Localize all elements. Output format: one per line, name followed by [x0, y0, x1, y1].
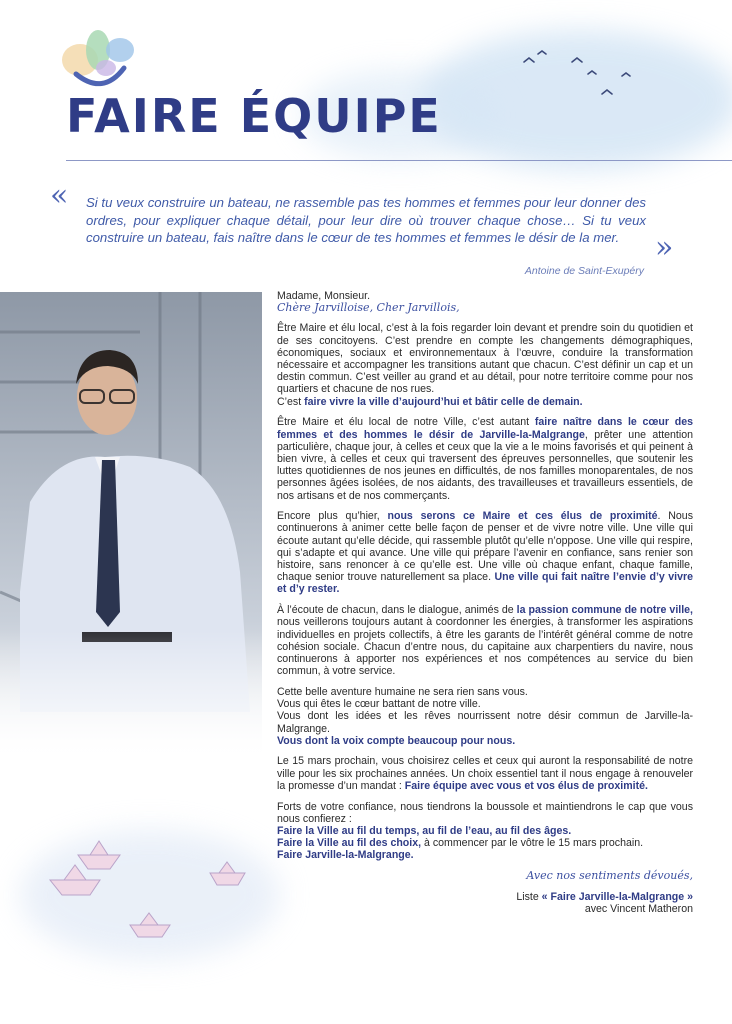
signature-candidate: avec Vincent Matheron — [584, 902, 693, 915]
paragraph-text: Être Maire et élu local de notre Ville, c’est autant — [277, 416, 535, 429]
letter-paragraph — [277, 755, 693, 792]
quote-close-mark: » — [655, 230, 674, 265]
highlight-text: Une ville qui fait naître l’envie d’y vivre et d’y rester. — [277, 571, 693, 596]
paragraph-text: Forts de votre confiance, nous tiendrons la boussole et maintiendrons le cap que vous nous confierez : — [277, 800, 693, 825]
paragraph-text: Encore plus qu’hier, — [277, 510, 388, 523]
letter-paragraph — [277, 510, 693, 595]
quote-text: Si tu veux construire un bateau, ne rassemble pas tes hommes et femmes pour leur donner des ordres, pour expliquer chaque détail, pour leur dire où trouver chaque chose… Si tu veux construire un bateau, fais naître dans le cœur de tes hommes et femmes le désir de la mer. — [86, 195, 646, 245]
highlight-text: Faire équipe avec vous et vos élus de proximité. — [404, 779, 648, 792]
paragraph-text: nous veillerons toujours autant à coordonner les énergies, à transformer les aspirations individuelles en projets collectifs, à être les garants de l’intérêt général comme de notre cohésion sociale. Chacun d’entre nous, du capitaine aux charpentiers du navire, nous continuerons à apporter nos expériences et nos compétences au service du bien commun, à votre service. — [277, 616, 693, 678]
signature-list-name: « Faire Jarville-la-Malgrange » — [541, 890, 693, 903]
salutation: Madame, Monsieur. — [277, 290, 371, 302]
letter-paragraph — [277, 322, 693, 395]
highlight-text: la passion commune de notre ville, — [516, 604, 693, 617]
highlight-text: Faire la Ville au fil des choix, — [277, 837, 422, 850]
page-title: FAIRE ÉQUIPE — [66, 89, 442, 143]
quote-author: Antoine de Saint-Exupéry — [524, 265, 644, 277]
letter-paragraph — [277, 604, 693, 677]
candidate-portrait — [0, 292, 262, 762]
paragraph-line: Vous qui êtes le cœur battant de notre ville. — [277, 698, 481, 711]
paragraph-text: C’est — [277, 395, 305, 408]
paragraph-line: Vous dont les idées et les rêves nourrissent notre désir commun de Jarville-la-Malgrange. — [277, 710, 693, 735]
signature-prefix: Liste — [516, 890, 542, 903]
highlight-text: Faire Jarville-la-Malgrange. — [277, 849, 414, 862]
letter-paragraph — [277, 396, 693, 408]
letter-paragraph — [277, 801, 693, 862]
highlight-text: nous serons ce Maire et ces élus de proximité — [387, 510, 658, 523]
paragraph-text: , prêter une attention particulière, chaque jour, à celles et ceux que la vie a le moins favorisés et qui peinent à bien vivre, à celles et ceux qui traversent des épreuves personnelles, que soutenir les luttes quotidiennes de nos jeunes en difficultés, de nos familles monoparentales, de nos personnes âgées isolées, de nos aidants, des travailleuses et travailleurs essentiels, de nos artisans et de nos commerçants. — [277, 428, 694, 502]
paragraph-text: à commencer par le vôtre le 15 mars prochain. — [421, 837, 644, 850]
letter-paragraph — [277, 686, 693, 747]
title-divider — [66, 160, 732, 161]
highlight-text: faire vivre la ville d’aujourd’hui et bâtir celle de demain. — [304, 395, 583, 408]
paragraph-text: Le 15 mars prochain, vous choisirez celles et ceux qui auront la responsabilité de notre ville pour les six prochaines années. Un choix essentiel tant il nous engage à renouveler la promesse d’un mandat : — [277, 755, 693, 792]
birds-illustration — [510, 40, 670, 110]
paper-boats-illustration — [30, 835, 270, 945]
quote-open-mark: « — [50, 178, 69, 213]
highlight-text: Vous dont la voix compte beaucoup pour nous. — [277, 734, 516, 747]
salutation-script: Chère Jarvilloise, Cher Jarvillois, — [277, 301, 460, 315]
letter-body — [277, 290, 693, 924]
highlight-text: faire naître dans le cœur des femmes et des hommes le désir de Jarville-la-Malgrange — [277, 416, 694, 441]
closing-line: Avec nos sentiments dévoués, — [526, 869, 693, 883]
paragraph-text: Être Maire et élu local, c’est à la fois regarder loin devant et prendre soin du quotidien et de ses concitoyens. C’est prendre en compte les changements démographiques, économiques, sociaux et environnementaux à l’œuvre, conduire la transformation nécessaire et accompagner les transitions autant que chacun. C’est définir un cap et un destin commun. C’est veiller au grand et au détail, pour notre territoire comme pour nos quartiers et chacune de nos rues. — [277, 322, 693, 396]
paragraph-line: Cette belle aventure humaine ne sera rien sans vous. — [277, 685, 528, 698]
paragraph-text: . Nous continuerons à animer cette belle façon de penser et de vivre notre ville. Une ville qui écoute autant qu’elle décide, qui rassemble plutôt qu’elle n’oppose. Une ville qui respire, qui s’adapte et qui avance. Une ville qui prépare l’avenir en confiance, sans renier son histoire, sans renoncer à ce qu’elle est. Une ville où chaque enfant, chaque famille, chaque senior trouve naturellement sa place. — [277, 510, 693, 584]
signature-block — [277, 891, 693, 915]
highlight-text: Faire la Ville au fil du temps, au fil de l’eau, au fil des âges. — [277, 824, 572, 837]
letter-paragraph — [277, 416, 693, 501]
paragraph-text: À l’écoute de chacun, dans le dialogue, animés de — [277, 604, 517, 617]
